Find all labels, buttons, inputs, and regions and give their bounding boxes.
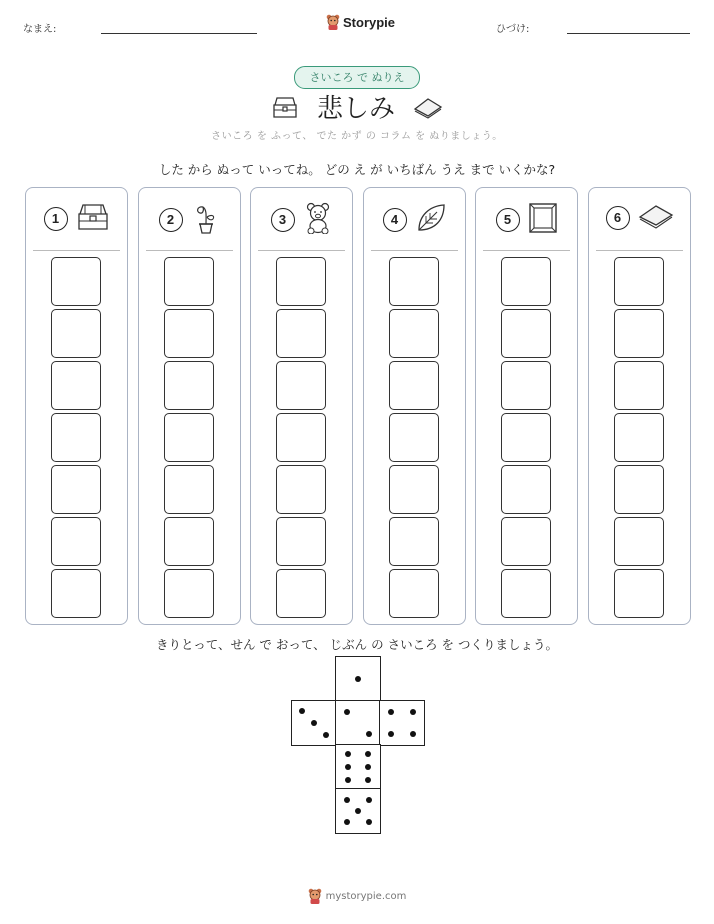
color-cell[interactable] (276, 413, 326, 462)
column-header (589, 202, 690, 234)
dice-face-bottom (335, 788, 381, 834)
column-divider (596, 250, 683, 251)
color-cell[interactable] (614, 361, 664, 410)
color-cell[interactable] (501, 517, 551, 566)
napkin-icon (413, 95, 443, 119)
picture-frame-icon (528, 202, 558, 238)
dice-pip (365, 777, 371, 783)
dice-pip (299, 708, 305, 714)
subtitle: さいころ を ふって、 でた かず の コラム を ぬりましょう。 (211, 131, 503, 142)
column-divider (371, 250, 458, 251)
dice-pip (344, 819, 350, 825)
column-3 (250, 187, 353, 625)
color-cell[interactable] (51, 361, 101, 410)
column-header (139, 202, 240, 238)
color-cell[interactable] (164, 517, 214, 566)
color-cell[interactable] (276, 361, 326, 410)
column-2 (138, 187, 241, 625)
footer-site: mystorypie.com (325, 890, 407, 902)
color-cell[interactable] (614, 309, 664, 358)
footer (0, 888, 714, 904)
color-cell[interactable] (51, 517, 101, 566)
dice-pip (345, 764, 351, 770)
dice-pip (365, 764, 371, 770)
color-cell[interactable] (276, 517, 326, 566)
color-cell[interactable] (389, 465, 439, 514)
color-cell[interactable] (164, 413, 214, 462)
date-label: ひづけ: (496, 24, 530, 35)
dice-pip (345, 751, 351, 757)
color-cell[interactable] (51, 257, 101, 306)
color-cell[interactable] (501, 361, 551, 410)
brand-name: Storypie (343, 14, 396, 30)
column-divider (33, 250, 120, 251)
color-cell[interactable] (276, 257, 326, 306)
column-header (251, 202, 352, 238)
color-cell[interactable] (164, 569, 214, 618)
title-row (0, 88, 714, 125)
dice-pip (388, 731, 394, 737)
color-cell[interactable] (389, 517, 439, 566)
color-cell[interactable] (614, 465, 664, 514)
activity-badge: さいころ で ぬりえ (294, 66, 420, 89)
dice-pip (344, 709, 350, 715)
color-cell[interactable] (51, 309, 101, 358)
column-divider (146, 250, 233, 251)
napkin-icon (638, 202, 674, 234)
color-cell[interactable] (389, 569, 439, 618)
dice-pip (355, 808, 361, 814)
dice-face-right (379, 700, 425, 746)
color-cell[interactable] (614, 517, 664, 566)
color-cell[interactable] (614, 413, 664, 462)
dice-pip (323, 732, 329, 738)
color-cell[interactable] (51, 569, 101, 618)
bear-logo-icon (308, 888, 322, 904)
color-cell[interactable] (501, 257, 551, 306)
column-divider (483, 250, 570, 251)
dice-pip (311, 720, 317, 726)
column-4 (363, 187, 466, 625)
leaf-icon (415, 202, 447, 238)
treasure-chest-icon (271, 95, 299, 119)
color-cell[interactable] (276, 309, 326, 358)
dice-pip (388, 709, 394, 715)
color-cell[interactable] (389, 309, 439, 358)
color-cell[interactable] (51, 413, 101, 462)
color-cell[interactable] (164, 257, 214, 306)
column-number: 3 (271, 208, 295, 232)
treasure-chest-icon (76, 202, 110, 236)
color-cell[interactable] (389, 257, 439, 306)
cut-instruction: きりとって、せん で おって、 じぶん の さいころ を つくりましょう。 (155, 637, 559, 652)
page-title: 悲しみ (316, 94, 395, 124)
column-6 (588, 187, 691, 625)
color-cell[interactable] (501, 413, 551, 462)
dice-pip (345, 777, 351, 783)
column-number: 1 (44, 207, 68, 231)
color-cell[interactable] (51, 465, 101, 514)
date-line (567, 33, 690, 34)
dice-pip (366, 819, 372, 825)
column-divider (258, 250, 345, 251)
color-cell[interactable] (501, 465, 551, 514)
color-cell[interactable] (501, 309, 551, 358)
dice-face-below (335, 744, 381, 790)
column-number: 5 (496, 208, 520, 232)
dice-pip (410, 731, 416, 737)
column-header (476, 202, 577, 238)
dice-pip (366, 731, 372, 737)
column-5 (475, 187, 578, 625)
color-cell[interactable] (614, 257, 664, 306)
dice-pip (344, 797, 350, 803)
color-cell[interactable] (164, 361, 214, 410)
column-number: 2 (159, 208, 183, 232)
column-header (364, 202, 465, 238)
bear-logo-icon (326, 14, 340, 30)
dice-pip (366, 797, 372, 803)
brand-logo (326, 14, 395, 30)
instruction-text: した から ぬって いってね。 どの え が いちばん うえ まで いくかな? (158, 162, 556, 177)
dice-pip (410, 709, 416, 715)
wilted-flower-icon (191, 202, 221, 238)
color-cell[interactable] (164, 465, 214, 514)
color-cell[interactable] (389, 413, 439, 462)
column-header (26, 202, 127, 236)
color-cell[interactable] (276, 465, 326, 514)
column-1 (25, 187, 128, 625)
color-cell[interactable] (501, 569, 551, 618)
color-cell[interactable] (614, 569, 664, 618)
column-number: 6 (606, 206, 630, 230)
color-cell[interactable] (276, 569, 326, 618)
dice-face-top (335, 656, 381, 702)
color-cell[interactable] (389, 361, 439, 410)
name-line (101, 33, 257, 34)
dice-pip (365, 751, 371, 757)
column-number: 4 (383, 208, 407, 232)
dice-face-left (291, 700, 337, 746)
color-cell[interactable] (164, 309, 214, 358)
name-label: なまえ: (23, 24, 57, 35)
dice-face-center (335, 700, 381, 746)
dice-pip (355, 676, 361, 682)
teddy-bear-icon (303, 202, 333, 238)
